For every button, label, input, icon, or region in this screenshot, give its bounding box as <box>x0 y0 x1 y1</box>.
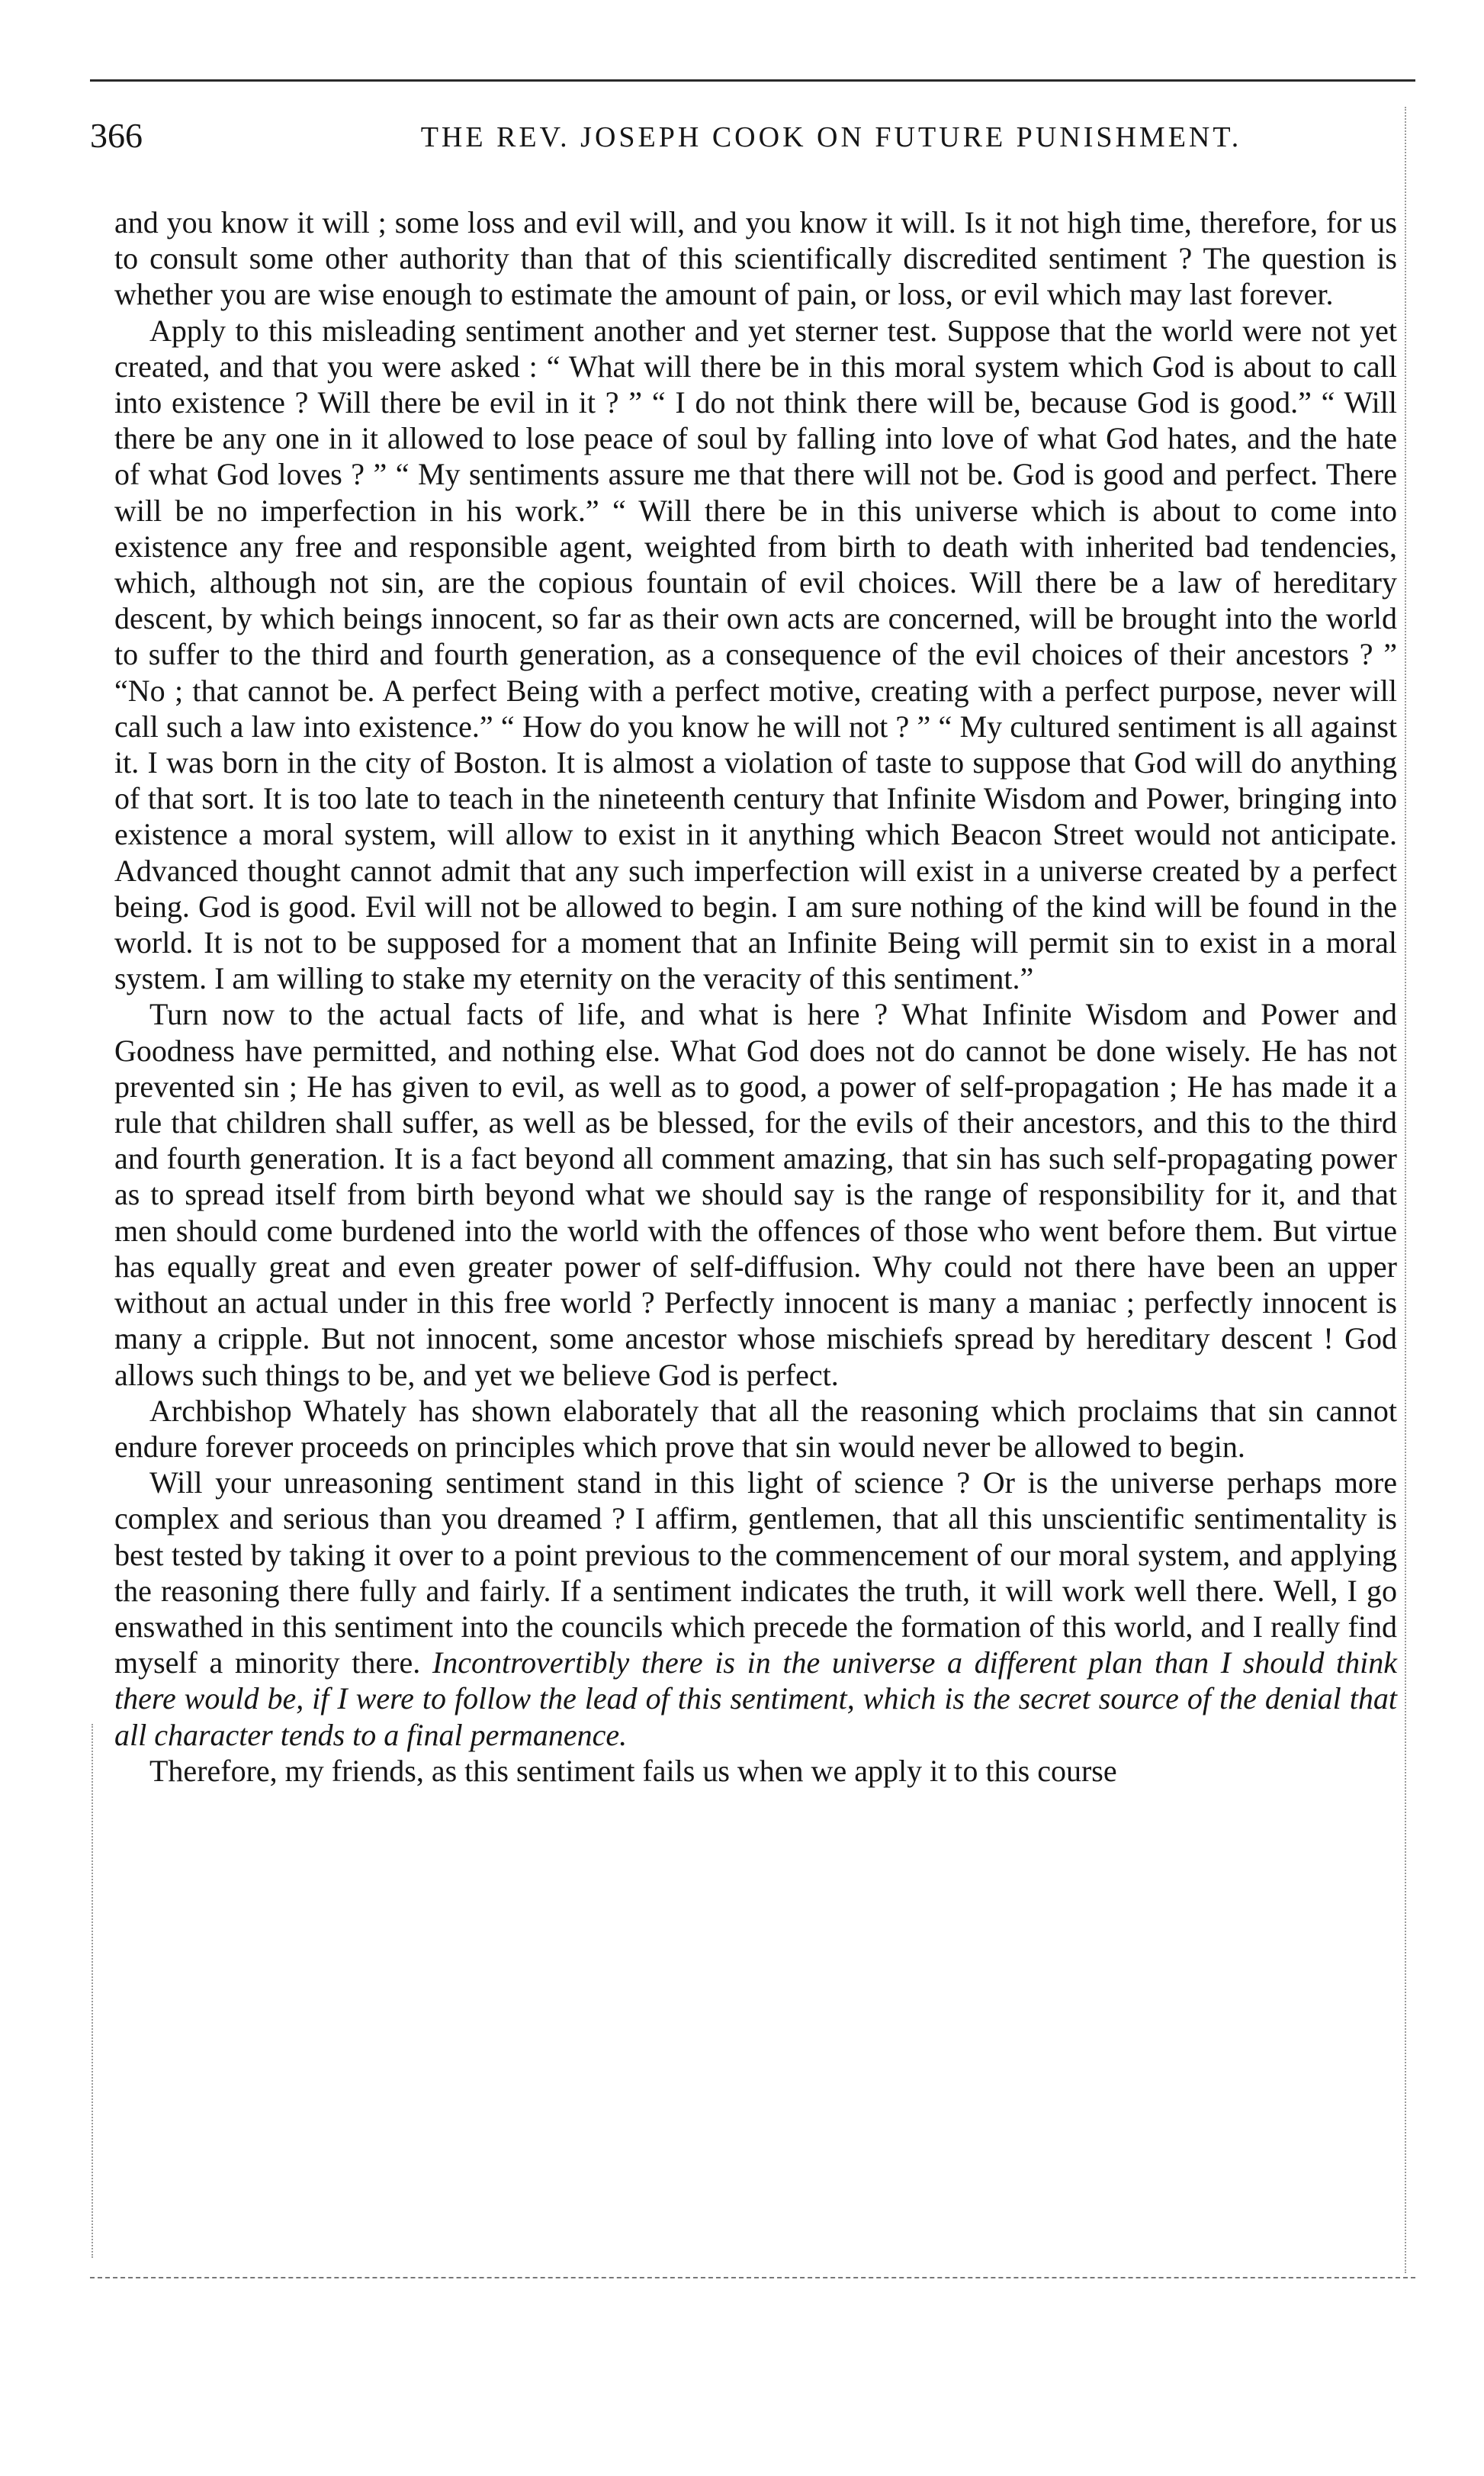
paragraph-2: Apply to this misleading sentiment another and yet sterner test. Suppose that the world were not yet created, and that you were asked : “ What will there be in this moral system which God is about to call into existence ? Will there be evil in it ? ” “ I do not think there will be, because God is good.” “ Will there be any one in it allowed to lose peace of soul by falling into love of what God hates, and the hate of what God loves ? ” “ My sentiments assure me that there will not be. God is good and perfect. There will be no imperfection in his work.” “ Will there be in this universe which is about to come into existence any free and responsible agent, weighted from birth to death with inherited bad tendencies, which, although not sin, are the copious fountain of evil choices. Will there be a law of hereditary descent, by which beings innocent, so far as their own acts are concerned, will be brought into the world to suffer to the third and fourth generation, as a consequence of the evil choices of their ancestors ? ” “No ; that cannot be. A perfect Being with a perfect motive, creating with a perfect purpose, never will call such a law into existence.” “ How do you know he will not ? ” “ My cultured sentiment is all against it. I was born in the city of Boston. It is almost a violation of taste to suppose that God will do anything of that sort. It is too late to teach in the nineteenth century that Infinite Wisdom and Power, bringing into existence a moral system, will allow to exist in it anything which Beacon Street would not anticipate. Advanced thought cannot admit that any such imperfection will exist in a universe created by a perfect being. God is good. Evil will not be allowed to begin. I am sure nothing of the kind will be found in the world. It is not to be supposed for a moment that an Infinite Being will permit sin to exist in a moral system. I am willing to stake my eternity on the veracity of this sentiment.” <box>114 313 1397 996</box>
page-header <box>90 114 1415 160</box>
paragraph-5 <box>114 1465 1397 1753</box>
top-rule <box>90 79 1415 82</box>
bottom-rule <box>90 2277 1415 2278</box>
running-title: THE REV. JOSEPH COOK ON FUTURE PUNISHMENT. <box>420 121 1242 153</box>
paragraph-4: Archbishop Whately has shown elaborately that all the reasoning which proclaims that sin cannot endure forever proceeds on principles which prove that sin would never be allowed to begin. <box>114 1393 1397 1464</box>
page-edge-marks <box>1405 107 1406 2273</box>
paragraph-3: Turn now to the actual facts of life, and what is here ? What Infinite Wisdom and Power and Goodness have permitted, and nothing else. What God does not do cannot be done wisely. He has not prevented sin ; He has given to evil, as well as to good, a power of self-propagation ; He has made it a rule that children shall suffer, as well as be blessed, for the evils of their ancestors, and this to the third and fourth generation. It is a fact beyond all comment amazing, that sin has such self-propagating power as to spread itself from birth beyond what we should say is the range of responsibility for it, and that men should come burdened into the world with the offences of those who went before them. But virtue has equally great and even greater power of self-diffusion. Why could not there have been an upper without an actual under in this free world ? Perfectly innocent is many a maniac ; perfectly innocent is many a cripple. But not innocent, some ancestor whose mischiefs spread by hereditary descent ! God allows such things to be, and yet we believe God is perfect. <box>114 997 1397 1392</box>
article-body <box>114 204 1397 1789</box>
margin-specks <box>92 1724 93 2258</box>
paragraph-1: and you know it will ; some loss and evil will, and you know it will. Is it not high time, therefore, for us to consult some other authority than that of this scientifically discredited sentiment ? The question is whether you are wise enough to estimate the amount of pain, or loss, or evil which may last forever. <box>114 205 1397 312</box>
paragraph-5-italic: Incontrovertibly there is in the universe a different plan than I should think there would be, if I were to follow the lead of this sentiment, which is the secret source of the denial that all character tends to a final permanence. <box>114 1645 1398 1752</box>
paragraph-5-text: Will your unreasoning sentiment stand in this light of science ? Or is the universe perhaps more complex and serious than you dreamed ? I affirm, gentlemen, that all this unscientific sentimentality is best tested by taking it over to a point previous to the commencement of our moral system, and applying the reasoning there fully and fairly. If a sentiment indicates the truth, it will work well there. Well, I go enswathed in this sentiment into the councils which precede the formation of this world, and I really find myself a minority there. <box>114 1465 1397 1680</box>
page-number: 366 <box>90 116 143 155</box>
paragraph-6: Therefore, my friends, as this sentiment fails us when we apply it to this course <box>149 1753 1117 1788</box>
